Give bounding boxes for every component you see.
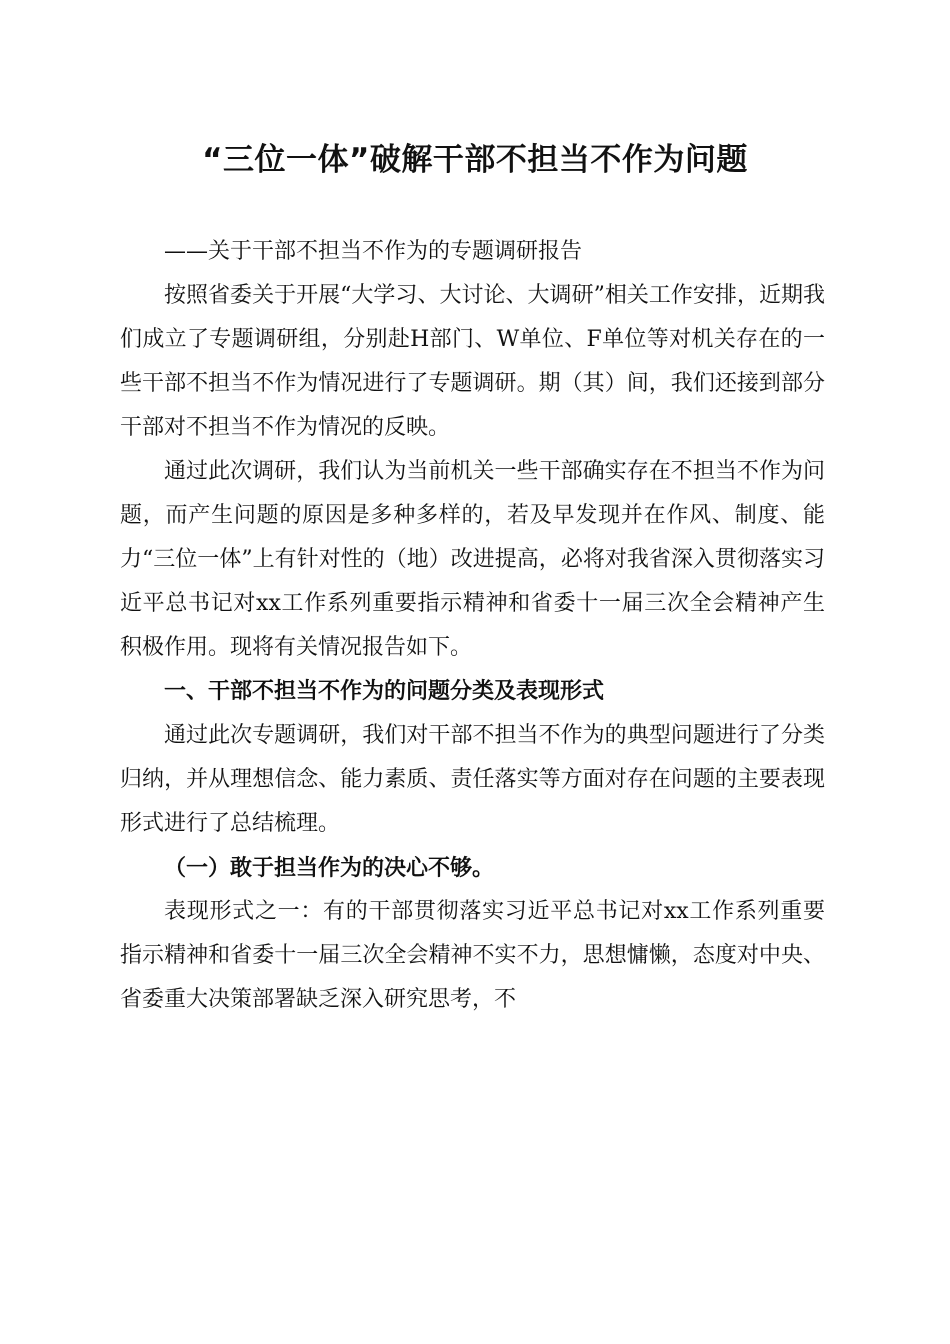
- paragraph-intro: 按照省委关于开展“大学习、大讨论、大调研”相关工作安排，近期我们成立了专题调研组，分别赴H部门、W单位、F单位等对机关存在的一些干部不担当不作为情况进行了专题调研。期（其）间，我们还接到部分干部对不担当不作为情况的反映。: [120, 283, 825, 440]
- document-subtitle: ——关于干部不担当不作为的专题调研报告: [164, 239, 583, 264]
- document-body: [120, 230, 825, 1022]
- paragraph-overview: 通过此次调研，我们认为当前机关一些干部确实存在不担当不作为问题，而产生问题的原因是多种多样的，若及早发现并在作风、制度、能力“三位一体”上有针对性的（地）改进提高，必将对我省深入贯彻落实习近平总书记对xx工作系列重要指示精神和省委十一届三次全会精神产生积极作用。现将有关情况报告如下。: [120, 459, 825, 660]
- paragraph-classification: 通过此次专题调研，我们对干部不担当不作为的典型问题进行了分类归纳，并从理想信念、能力素质、责任落实等方面对存在问题的主要表现形式进行了总结梳理。: [120, 723, 825, 836]
- paragraph-manifestation-1: 表现形式之一：有的干部贯彻落实习近平总书记对xx工作系列重要指示精神和省委十一届三次全会精神不实不力，思想慵懒，态度对中央、省委重大决策部署缺乏深入研究思考，不: [120, 899, 825, 1012]
- subsection-heading-1: （一）敢于担当作为的决心不够。: [164, 855, 495, 881]
- section-heading-1: 一、干部不担当不作为的问题分类及表现形式: [164, 679, 605, 704]
- document-title: “三位一体”破解干部不担当不作为问题: [202, 142, 748, 178]
